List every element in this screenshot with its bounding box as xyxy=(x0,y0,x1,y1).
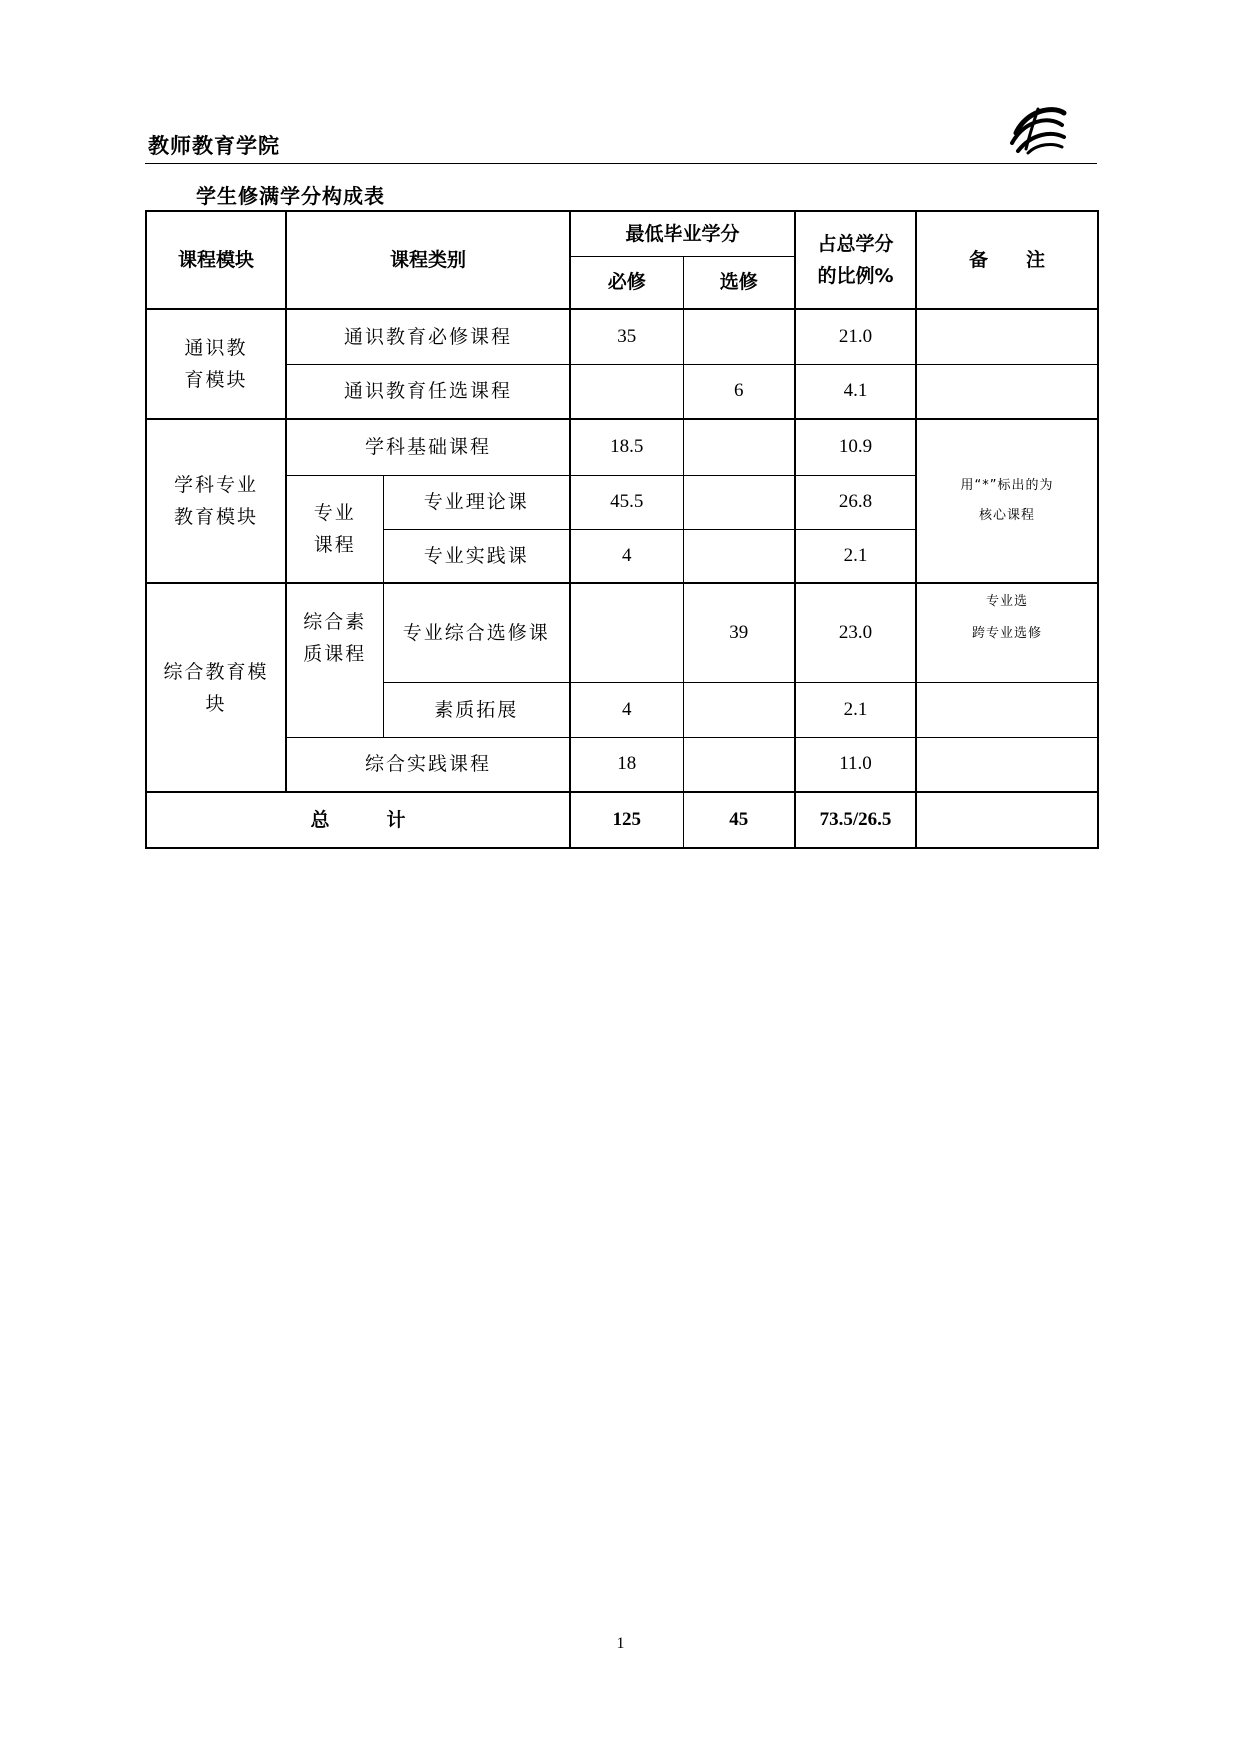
credit-structure-table xyxy=(145,210,1099,849)
ratio-cell: 23.0 xyxy=(795,583,916,682)
elective-cell xyxy=(683,309,795,364)
total-elective: 45 xyxy=(683,792,795,848)
university-logo-icon xyxy=(1008,103,1068,155)
institution-name: 教师教育学院 xyxy=(148,134,280,158)
required-cell: 45.5 xyxy=(570,475,683,529)
table-row xyxy=(146,583,1098,682)
remark-core-courses: 用“*”标出的为 核心课程 xyxy=(916,419,1098,583)
elective-cell xyxy=(683,682,795,737)
category-cell: 综合实践课程 xyxy=(286,737,570,792)
table-row xyxy=(146,737,1098,792)
module-comprehensive: 综合教育模 块 xyxy=(146,583,286,792)
header-elective: 选修 xyxy=(683,256,795,309)
ratio-cell: 21.0 xyxy=(795,309,916,364)
remark-elective-note: 专业选 跨专业选修 xyxy=(916,583,1098,682)
remark-cell xyxy=(916,682,1098,737)
category-cell: 素质拓展 xyxy=(383,682,570,737)
table-row xyxy=(146,309,1098,364)
category-cell: 专业实践课 xyxy=(383,529,570,583)
total-ratio: 73.5/26.5 xyxy=(795,792,916,848)
header-ratio: 占总学分 的比例% xyxy=(795,211,916,309)
module-general: 通识教 育模块 xyxy=(146,309,286,419)
header-remarks: 备 注 xyxy=(916,211,1098,309)
elective-cell: 39 xyxy=(683,583,795,682)
required-cell: 18 xyxy=(570,737,683,792)
page-number: 1 xyxy=(616,1635,625,1652)
elective-cell xyxy=(683,419,795,475)
module-discipline: 学科专业 教育模块 xyxy=(146,419,286,583)
total-label: 总 计 xyxy=(146,792,570,848)
required-cell: 4 xyxy=(570,682,683,737)
header-category: 课程类别 xyxy=(286,211,570,309)
header-min-credits: 最低毕业学分 xyxy=(570,211,795,256)
elective-cell: 6 xyxy=(683,364,795,419)
table-title: 学生修满学分构成表 xyxy=(196,184,385,208)
remark-cell xyxy=(916,309,1098,364)
category-cell: 学科基础课程 xyxy=(286,419,570,475)
ratio-cell: 4.1 xyxy=(795,364,916,419)
total-remark xyxy=(916,792,1098,848)
remark-cell xyxy=(916,364,1098,419)
header-divider xyxy=(145,163,1097,164)
ratio-cell: 11.0 xyxy=(795,737,916,792)
header-module: 课程模块 xyxy=(146,211,286,309)
elective-cell xyxy=(683,529,795,583)
elective-cell xyxy=(683,475,795,529)
required-cell: 35 xyxy=(570,309,683,364)
total-required: 125 xyxy=(570,792,683,848)
ratio-cell: 10.9 xyxy=(795,419,916,475)
header-required: 必修 xyxy=(570,256,683,309)
required-cell xyxy=(570,583,683,682)
elective-cell xyxy=(683,737,795,792)
subgroup-quality: 综合素 质课程 xyxy=(286,583,383,737)
total-row xyxy=(146,792,1098,848)
required-cell xyxy=(570,364,683,419)
ratio-cell: 2.1 xyxy=(795,529,916,583)
category-cell: 专业综合选修课 xyxy=(383,583,570,682)
subgroup-professional: 专业 课程 xyxy=(286,475,383,583)
table-row xyxy=(146,419,1098,475)
category-cell: 专业理论课 xyxy=(383,475,570,529)
ratio-cell: 2.1 xyxy=(795,682,916,737)
ratio-cell: 26.8 xyxy=(795,475,916,529)
remark-cell xyxy=(916,737,1098,792)
category-cell: 通识教育任选课程 xyxy=(286,364,570,419)
required-cell: 4 xyxy=(570,529,683,583)
category-cell: 通识教育必修课程 xyxy=(286,309,570,364)
required-cell: 18.5 xyxy=(570,419,683,475)
table-row xyxy=(146,364,1098,419)
